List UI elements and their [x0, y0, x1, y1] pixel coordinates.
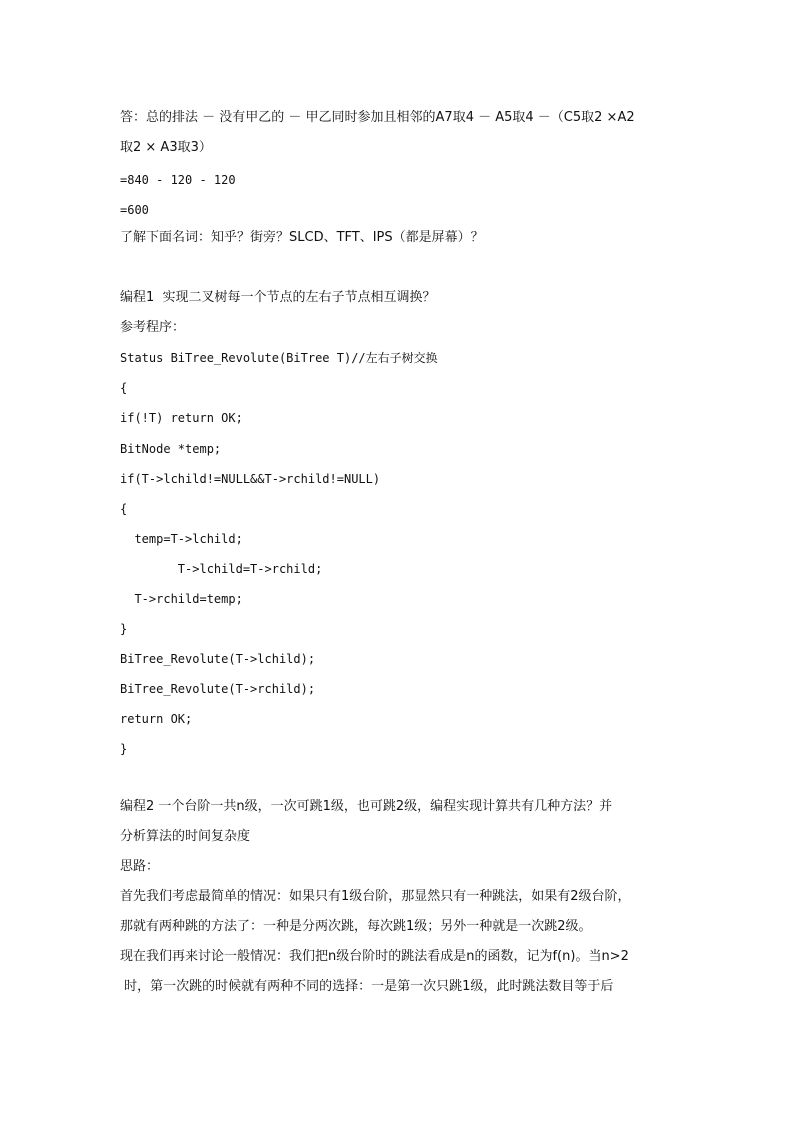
- answer-line-3: =840 - 120 - 120: [120, 173, 236, 187]
- paragraph-2-line-2: 时，第一次跳的时候就有两种不同的选择：一是第一次只跳1级，此时跳法数目等于后: [120, 979, 614, 994]
- code-line: T->lchild=T->rchild;: [120, 562, 323, 576]
- code-line: }: [120, 622, 128, 636]
- idea-label: 思路：: [120, 859, 160, 874]
- programming-2-title-line-2: 分析算法的时间复杂度: [120, 829, 251, 844]
- code-line: BiTree_Revolute(T->rchild);: [120, 682, 316, 696]
- code-line: BitNode *temp;: [120, 442, 222, 456]
- answer-line-2: 取2 × A3取3）: [120, 140, 212, 155]
- code-line: if(!T) return OK;: [120, 411, 243, 425]
- terms-question: 了解下面名词：知乎？街旁？SLCD、TFT、IPS（都是屏幕）？: [120, 230, 484, 245]
- paragraph-2-line-1: 现在我们再来讨论一般情况：我们把n级台阶时的跳法看成是n的函数，记为f(n)。当n>2: [120, 949, 629, 964]
- paragraph-1-line-1: 首先我们考虑最简单的情况：如果只有1级台阶，那显然只有一种跳法，如果有2级台阶，: [120, 889, 631, 904]
- programming-1-title: 编程1 实现二叉树每一个节点的左右子节点相互调换？: [120, 290, 436, 305]
- reference-program-label: 参考程序：: [120, 320, 186, 335]
- answer-line-1: 答：总的排法 － 没有甲乙的 － 甲乙同时参加且相邻的A7取4 － A5取4 －（C5取2 ×A2: [120, 110, 635, 125]
- code-line: Status BiTree_Revolute(BiTree T)//左右子树交换: [120, 351, 438, 365]
- answer-line-4: =600: [120, 203, 149, 217]
- code-line: {: [120, 381, 128, 395]
- programming-2-title-line-1: 编程2 一个台阶一共n级，一次可跳1级，也可跳2级，编程实现计算共有几种方法？并: [120, 799, 613, 814]
- code-line: return OK;: [120, 712, 193, 726]
- code-line: BiTree_Revolute(T->lchild);: [120, 652, 316, 666]
- code-line: if(T->lchild!=NULL&&T->rchild!=NULL): [120, 472, 381, 486]
- code-line: {: [120, 502, 128, 516]
- code-line: }: [120, 742, 128, 756]
- paragraph-1-line-2: 那就有两种跳的方法了：一种是分两次跳，每次跳1级；另外一种就是一次跳2级。: [120, 919, 592, 934]
- code-line: T->rchild=temp;: [120, 592, 243, 606]
- code-line: temp=T->lchild;: [120, 532, 243, 546]
